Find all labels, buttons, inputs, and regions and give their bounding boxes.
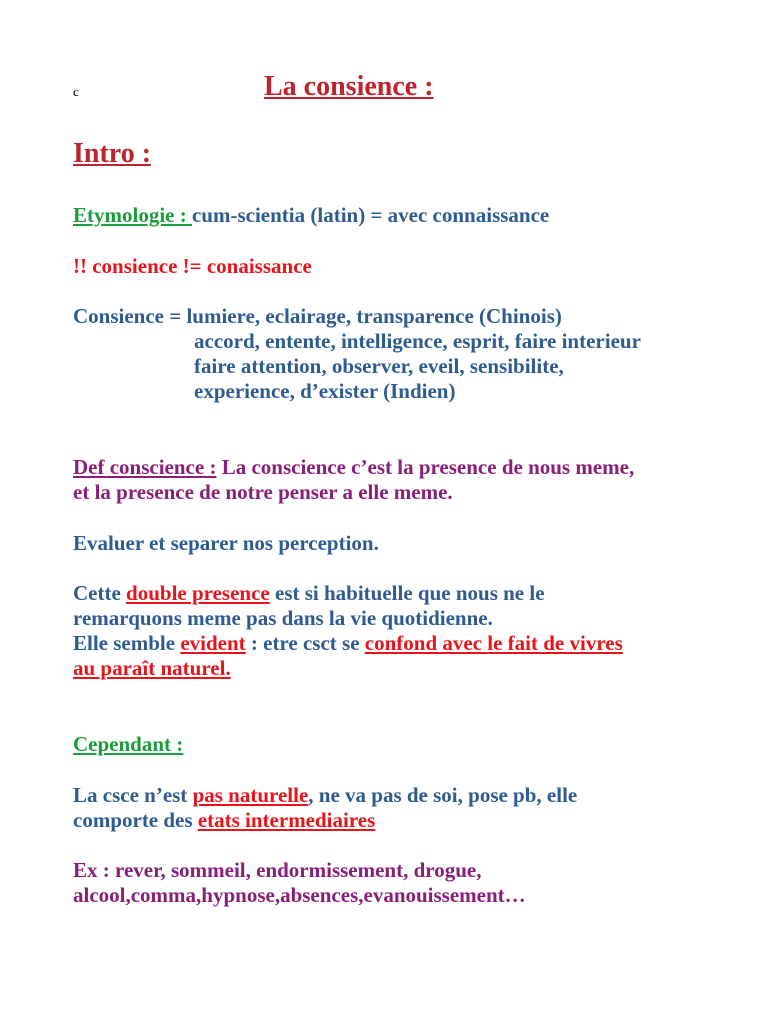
warning-line: !! consience != conaissance [73,254,312,278]
example-line-1: Ex : rever, sommeil, endormissement, drogue, [73,858,482,882]
cette-text-2: est si habituelle que nous ne le [269,581,545,605]
example-block [73,858,713,908]
csce-line-1 [73,783,713,808]
csce-text-2: , ne va pas de soi, pose pb, elle [308,783,578,807]
definition-label: Def conscience : [73,455,217,479]
consience-definitions [73,304,713,404]
cette-line-1 [73,581,713,606]
cette-text-5: : etre csct se [245,631,365,655]
csce-block [73,783,713,833]
section-heading-intro: Intro : [73,138,152,169]
cette-block [73,581,713,681]
definition-line-1 [73,455,713,480]
highlight-double-presence: double presence [126,581,270,605]
definition-block [73,455,713,505]
etymology-label: Etymologie : [73,203,192,227]
etymology-line [73,203,713,228]
etymology-text: cum-scientia (latin) = avec connaissance [191,203,550,227]
highlight-confond: confond avec le fait de vivres [364,631,623,655]
csce-text-1: La csce n’est [73,783,193,807]
csce-text-3: comporte des [73,808,198,832]
cette-line-3 [73,631,713,656]
margin-mark: c [73,84,79,99]
highlight-pas-naturelle: pas naturelle [192,783,309,807]
section-heading-cependant: Cependant : [73,732,184,756]
cette-text-4: Elle semble [73,631,181,655]
consience-line-1: Consience = lumiere, eclairage, transparence (Chinois) [73,304,562,328]
evaluer-line: Evaluer et separer nos perception. [73,531,379,555]
highlight-evident: evident [180,631,246,655]
page-title: La consience : [264,71,434,102]
cette-line-2: remarquons meme pas dans la vie quotidienne. [73,606,493,630]
definition-line-2: et la presence de notre penser a elle meme. [73,480,453,504]
csce-line-2 [73,808,713,833]
cette-text-1: Cette [73,581,127,605]
consience-line-4: experience, d’exister (Indien) [194,379,456,403]
highlight-etats-intermediaires: etats intermediaires [197,808,376,832]
definition-text-1: La conscience c’est la presence de nous meme, [216,455,635,479]
consience-line-3: faire attention, observer, eveil, sensibilite, [194,354,564,378]
highlight-parait-naturel: au paraît naturel. [73,656,231,680]
consience-line-2: accord, entente, intelligence, esprit, faire interieur [194,329,641,353]
example-line-2: alcool,comma,hypnose,absences,evanouissement… [73,883,526,907]
